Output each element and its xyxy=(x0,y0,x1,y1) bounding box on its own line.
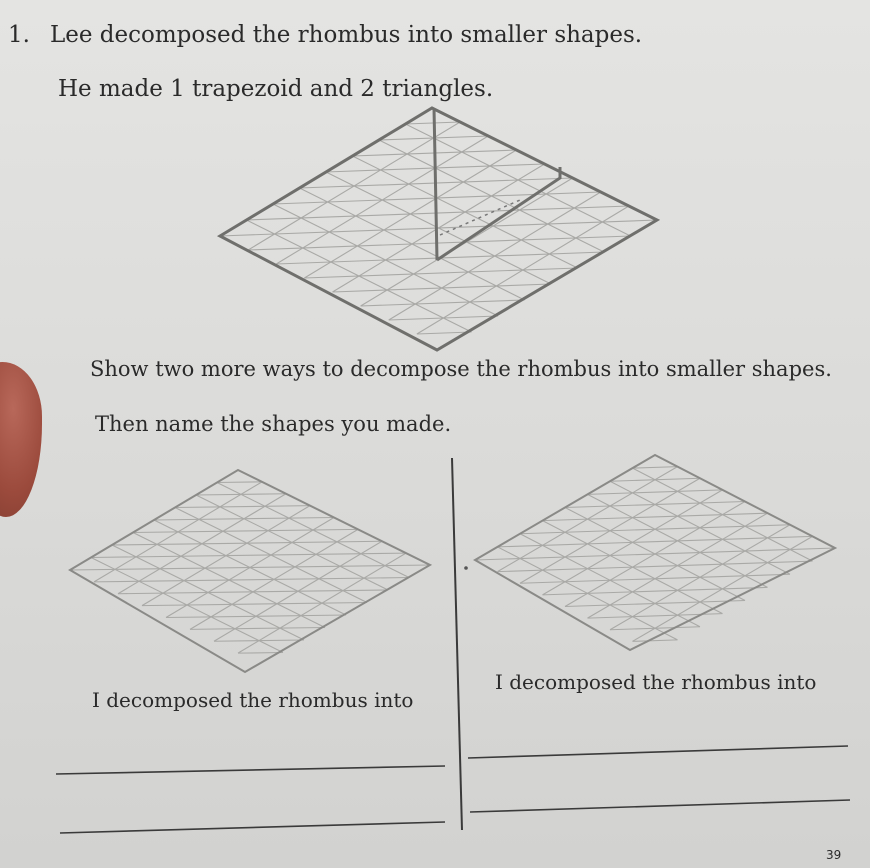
answer-rhombus-left-grid xyxy=(70,482,430,653)
grid-line xyxy=(543,587,768,595)
grid-line xyxy=(610,627,700,630)
grid-line xyxy=(248,236,630,250)
answer-rhombus-right-grid xyxy=(475,467,835,642)
example-rhombus-grid xyxy=(220,122,657,334)
instruction-text: Show two more ways to decompose the rhombus into smaller shapes. xyxy=(90,357,832,381)
grid-line xyxy=(333,284,552,292)
grid-line xyxy=(133,529,358,532)
grid-line xyxy=(190,628,325,630)
grid-line xyxy=(475,548,835,560)
question-number: 1. xyxy=(8,22,30,48)
answer-line-right-1[interactable] xyxy=(468,746,848,758)
example-rhombus xyxy=(220,108,657,350)
grid-line xyxy=(543,513,768,521)
grid-line xyxy=(214,640,304,641)
grid-line xyxy=(565,502,745,508)
grid-line xyxy=(196,494,286,495)
grid-line xyxy=(633,467,678,469)
answer-rhombus-left[interactable] xyxy=(70,470,430,672)
answer-line-left-1[interactable] xyxy=(56,766,445,774)
grid-line xyxy=(520,525,790,534)
pencil-mark xyxy=(464,566,468,570)
question-subtext: He made 1 trapezoid and 2 triangles. xyxy=(58,76,494,102)
grid-line xyxy=(361,300,525,306)
trapezoid-divider-vertical xyxy=(434,108,437,260)
grid-line xyxy=(142,603,367,606)
answer-rhombus-right[interactable] xyxy=(475,455,835,650)
answer-rhombus-right-outline xyxy=(475,455,835,650)
grid-line xyxy=(166,615,346,618)
page-number: 39 xyxy=(826,848,842,862)
grid-line xyxy=(520,574,790,583)
grid-line xyxy=(498,561,813,572)
answer-left-label: I decomposed the rhombus into xyxy=(92,688,414,712)
grid-line xyxy=(610,478,700,481)
grid-line xyxy=(588,490,723,495)
answer-right-label: I decomposed the rhombus into xyxy=(495,670,817,694)
answer-line-left-2[interactable] xyxy=(60,822,445,833)
answer-line-right-2[interactable] xyxy=(470,800,850,812)
grid-line xyxy=(217,482,262,483)
grid-line xyxy=(154,518,334,521)
grid-line xyxy=(633,640,678,642)
grid-line xyxy=(247,206,629,220)
grid-line xyxy=(498,536,813,547)
grid-line xyxy=(70,565,430,570)
grid-line xyxy=(175,506,310,508)
question-text: Lee decomposed the rhombus into smaller shapes. xyxy=(50,22,643,48)
grid-line xyxy=(389,316,498,320)
instruction-subtext: Then name the shapes you made. xyxy=(95,412,452,436)
column-divider xyxy=(452,458,462,830)
